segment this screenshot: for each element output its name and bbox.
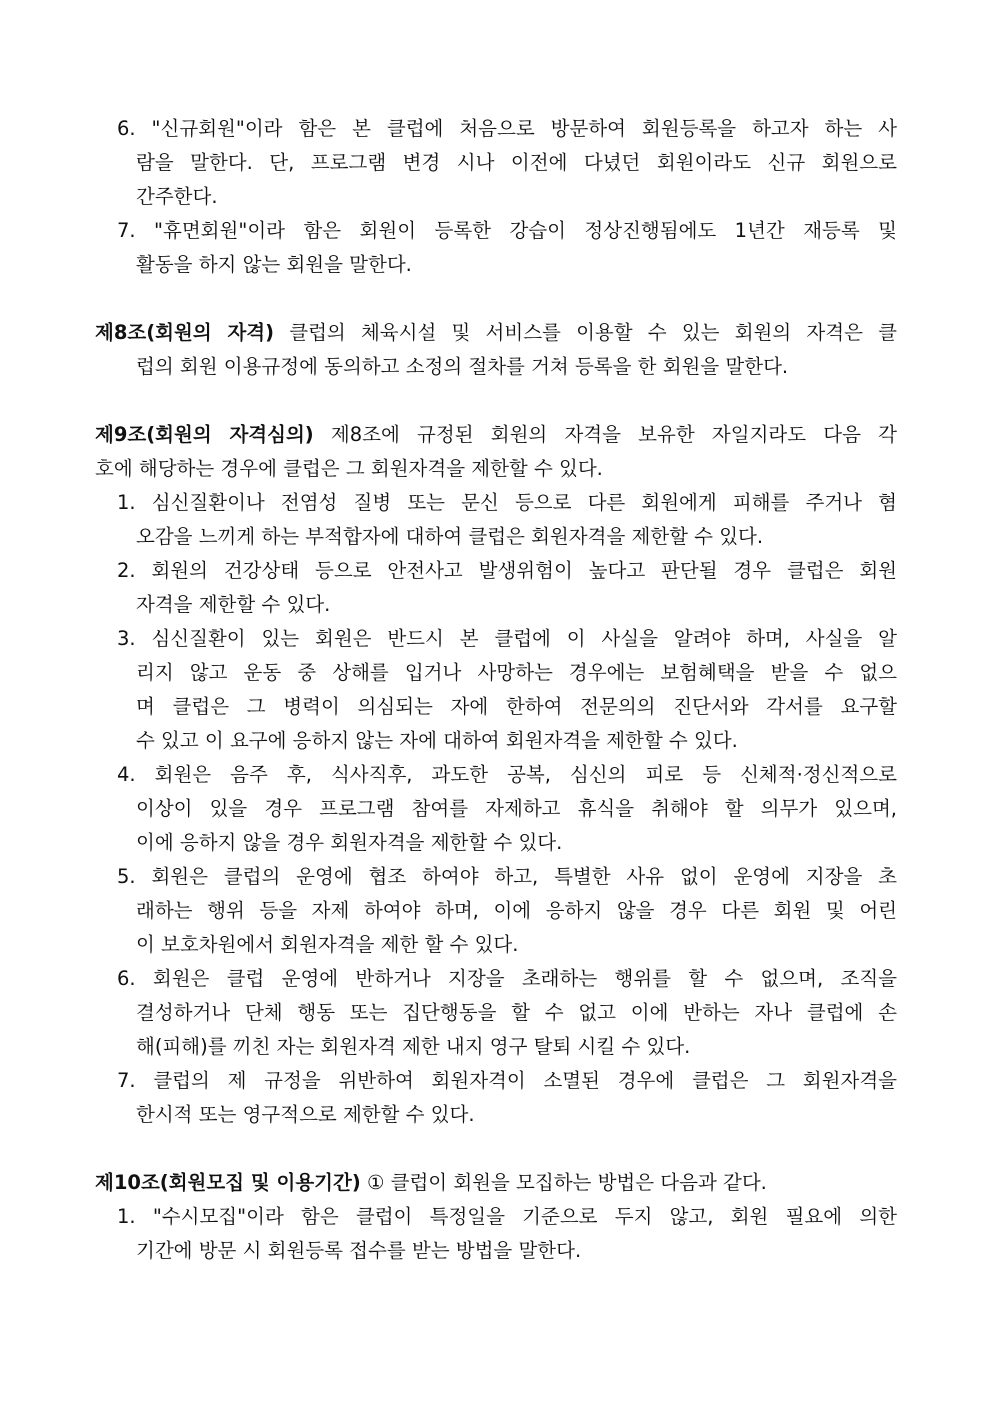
list-item xyxy=(95,486,897,554)
list-item-line: 간주한다. xyxy=(136,185,218,208)
list-item-line: 결성하거나 단체 행동 또는 집단행동을 할 수 없고 이에 반하는 자나 클럽에 손 xyxy=(136,1001,897,1024)
article-line: 럽의 회원 이용규정에 동의하고 소정의 절차를 거쳐 등록을 한 회원을 말한다. xyxy=(136,355,789,378)
list-item-line: 해(피해)를 끼친 자는 회원자격 제한 내지 영구 탈퇴 시킬 수 있다. xyxy=(136,1035,691,1058)
list-item-line: 자격을 제한할 수 있다. xyxy=(136,593,331,616)
article-line: 호에 해당하는 경우에 클럽은 그 회원자격을 제한할 수 있다. xyxy=(95,457,603,480)
list-item xyxy=(95,112,897,214)
list-item xyxy=(95,860,897,962)
list-item-line: 람을 말한다. 단, 프로그램 변경 시나 이전에 다녔던 회원이라도 신규 회원으로 xyxy=(136,151,897,174)
article-heading: 제9조(회원의 자격심의) xyxy=(95,423,314,446)
list-item-line: 6. 회원은 클럽 운영에 반하거나 지장을 초래하는 행위를 할 수 없으며, 조직을 xyxy=(117,967,897,990)
list-item-line: 7. "휴면회원"이라 함은 회원이 등록한 강습이 정상진행됨에도 1년간 재등록 및 xyxy=(117,219,897,242)
article-10 xyxy=(95,1166,897,1268)
article-line xyxy=(95,418,897,452)
list-item xyxy=(95,214,897,282)
list-item-line: 오감을 느끼게 하는 부적합자에 대하여 클럽은 회원자격을 제한할 수 있다. xyxy=(136,525,764,548)
article-text: ① 클럽이 회원을 모집하는 방법은 다음과 같다. xyxy=(360,1171,767,1194)
list-item-line: 7. 클럽의 제 규정을 위반하여 회원자격이 소멸된 경우에 클럽은 그 회원자격을 xyxy=(117,1069,897,1092)
list-item-line: 1. "수시모집"이라 함은 클럽이 특정일을 기준으로 두지 않고, 회원 필요에 의한 xyxy=(117,1205,897,1228)
article-text: 클럽의 체육시설 및 서비스를 이용할 수 있는 회원의 자격은 클 xyxy=(274,321,897,344)
list-item-line: 5. 회원은 클럽의 운영에 협조 하여야 하고, 특별한 사유 없이 운영에 지장을 초 xyxy=(117,865,897,888)
list-item-line: 4. 회원은 음주 후, 식사직후, 과도한 공복, 심신의 피로 등 신체적·정신적으로 xyxy=(117,763,897,786)
list-item xyxy=(95,622,897,758)
list-item xyxy=(95,1200,897,1268)
list-item-line: 한시적 또는 영구적으로 제한할 수 있다. xyxy=(136,1103,475,1126)
article-9 xyxy=(95,418,897,1132)
list-item xyxy=(95,1064,897,1132)
article-heading: 제8조(회원의 자격) xyxy=(95,321,275,344)
article-heading: 제10조(회원모집 및 이용기간) xyxy=(95,1171,361,1194)
list-item-line: 기간에 방문 시 회원등록 접수를 받는 방법을 말한다. xyxy=(136,1239,582,1262)
article-text: 제8조에 규정된 회원의 자격을 보유한 자일지라도 다음 각 xyxy=(313,423,897,446)
list-item xyxy=(95,554,897,622)
list-item-line: 6. "신규회원"이라 함은 본 클럽에 처음으로 방문하여 회원등록을 하고자 하는 사 xyxy=(117,117,897,140)
list-item-line: 활동을 하지 않는 회원을 말한다. xyxy=(136,253,412,276)
article-line xyxy=(95,316,897,350)
list-item-line: 이 보호차원에서 회원자격을 제한 할 수 있다. xyxy=(136,933,519,956)
document-page xyxy=(95,112,897,1268)
list-item-line: 래하는 행위 등을 자제 하여야 하며, 이에 응하지 않을 경우 다른 회원 및 어린 xyxy=(136,899,897,922)
list-item-line: 3. 심신질환이 있는 회원은 반드시 본 클럽에 이 사실을 알려야 하며, 사실을 알 xyxy=(117,627,897,650)
list-item xyxy=(95,758,897,860)
list-item-line: 1. 심신질환이나 전염성 질병 또는 문신 등으로 다른 회원에게 피해를 주거나 혐 xyxy=(117,491,897,514)
list-item xyxy=(95,962,897,1064)
list-item-line: 이상이 있을 경우 프로그램 참여를 자제하고 휴식을 취해야 할 의무가 있으며, xyxy=(136,797,897,820)
article-line xyxy=(95,1166,897,1200)
list-item-line: 2. 회원의 건강상태 등으로 안전사고 발생위험이 높다고 판단될 경우 클럽은 회원 xyxy=(117,559,897,582)
list-item-line: 수 있고 이 요구에 응하지 않는 자에 대하여 회원자격을 제한할 수 있다. xyxy=(136,729,738,752)
article-8 xyxy=(95,316,897,384)
list-item-line: 리지 않고 운동 중 상해를 입거나 사망하는 경우에는 보험혜택을 받을 수 없으 xyxy=(136,661,897,684)
list-item-line: 며 클럽은 그 병력이 의심되는 자에 한하여 전문의의 진단서와 각서를 요구할 xyxy=(136,695,897,718)
list-item-line: 이에 응하지 않을 경우 회원자격을 제한할 수 있다. xyxy=(136,831,563,854)
